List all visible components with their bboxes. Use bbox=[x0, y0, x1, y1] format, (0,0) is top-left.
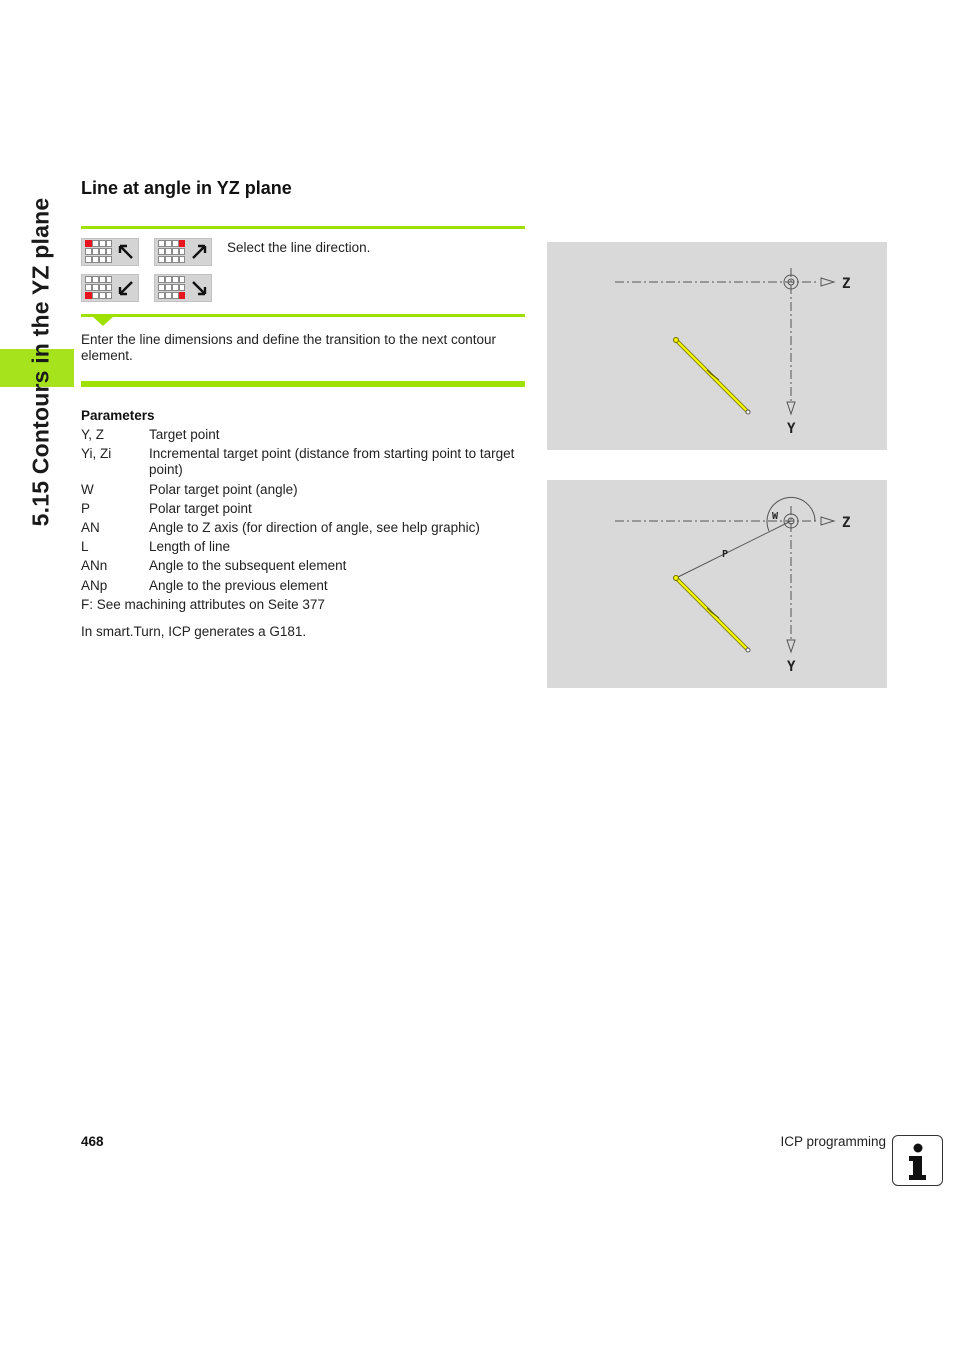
y-axis-label: Y bbox=[787, 421, 796, 437]
info-i-icon bbox=[893, 1136, 941, 1184]
y-axis-arrow bbox=[787, 402, 795, 414]
z-axis-label: Z bbox=[842, 515, 851, 531]
y-axis-arrow bbox=[787, 640, 795, 652]
help-graphic-polar bbox=[547, 480, 887, 688]
arrow-down-right-icon bbox=[189, 278, 209, 298]
green-divider-top bbox=[81, 226, 525, 229]
parameter-key: ANp bbox=[81, 578, 108, 593]
parameter-description: Polar target point (angle) bbox=[149, 482, 298, 497]
parameter-key: Yi, Zi bbox=[81, 446, 112, 461]
grid-bottom-left-red-icon bbox=[85, 276, 112, 300]
parameter-description: Length of line bbox=[149, 539, 231, 554]
z-axis-label: Z bbox=[842, 276, 851, 292]
contour-line bbox=[676, 578, 748, 650]
parameter-key: ANn bbox=[81, 558, 108, 573]
polar-radius-line bbox=[676, 521, 791, 578]
start-point bbox=[674, 576, 679, 581]
line-diagram-polar bbox=[547, 480, 887, 688]
parameter-description: Incremental target point (distance from starting point to target point) bbox=[149, 446, 515, 477]
arrow-down-left-icon bbox=[116, 278, 136, 298]
start-point bbox=[674, 338, 679, 343]
parameter-key: AN bbox=[81, 520, 100, 535]
z-axis-arrow bbox=[821, 517, 834, 525]
line-diagram-cartesian bbox=[547, 242, 887, 450]
parameter-key: Y, Z bbox=[81, 427, 105, 442]
footer-chapter-title: ICP programming bbox=[780, 1134, 886, 1149]
chapter-side-title: 5.15 Contours in the YZ plane bbox=[27, 197, 54, 527]
grid-top-right-red-icon bbox=[158, 240, 185, 264]
select-direction-text: Select the line direction. bbox=[227, 240, 371, 255]
enter-dimensions-text: Enter the line dimensions and define the transition to the next contour element. bbox=[81, 332, 497, 363]
contour-line bbox=[676, 340, 748, 412]
grid-bottom-right-red-icon bbox=[158, 276, 185, 300]
polar-p-label: P bbox=[722, 549, 729, 560]
grid-top-left-red-icon bbox=[85, 240, 112, 264]
arrow-up-right-icon bbox=[189, 242, 209, 262]
machining-attributes-note: F: See machining attributes on Seite 377 bbox=[81, 597, 325, 612]
parameter-description: Angle to the previous element bbox=[149, 578, 328, 593]
parameter-description: Target point bbox=[149, 427, 220, 442]
page-title: Line at angle in YZ plane bbox=[81, 178, 292, 198]
direction-up-right-button[interactable] bbox=[154, 238, 212, 266]
parameter-description: Angle to the subsequent element bbox=[149, 558, 347, 573]
parameter-key: L bbox=[81, 539, 89, 554]
green-divider-middle bbox=[81, 314, 525, 317]
step-pointer-icon bbox=[92, 316, 114, 327]
angle-w-label: W bbox=[772, 511, 779, 522]
parameter-key: W bbox=[81, 482, 94, 497]
end-point bbox=[746, 410, 750, 414]
parameters-heading: Parameters bbox=[81, 408, 155, 423]
arrow-up-left-icon bbox=[116, 242, 136, 262]
g181-note: In smart.Turn, ICP generates a G181. bbox=[81, 624, 307, 639]
green-divider-bottom bbox=[81, 381, 525, 387]
end-point bbox=[746, 648, 750, 652]
direction-up-left-button[interactable] bbox=[81, 238, 139, 266]
parameter-description: Polar target point bbox=[149, 501, 252, 516]
direction-down-right-button[interactable] bbox=[154, 274, 212, 302]
parameter-key: P bbox=[81, 501, 91, 516]
y-axis-label: Y bbox=[787, 659, 796, 675]
page-number: 468 bbox=[81, 1134, 104, 1149]
help-graphic-cartesian bbox=[547, 242, 887, 450]
z-axis-arrow bbox=[821, 278, 834, 286]
info-icon bbox=[892, 1135, 943, 1186]
parameter-description: Angle to Z axis (for direction of angle, see help graphic) bbox=[149, 520, 480, 535]
direction-down-left-button[interactable] bbox=[81, 274, 139, 302]
